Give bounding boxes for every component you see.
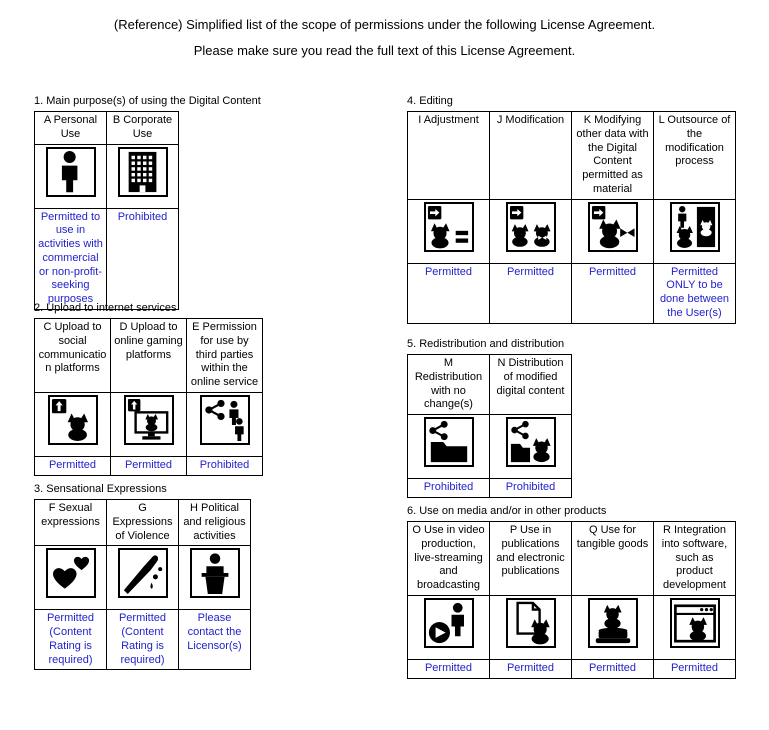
icon-cell <box>490 595 572 659</box>
modify-cat-cat-icon <box>506 202 556 252</box>
building-pictogram-icon <box>118 147 168 197</box>
icon-cell <box>111 392 187 456</box>
column-header: B Corporate Use <box>107 112 179 145</box>
icon-cell <box>408 415 490 479</box>
status-cell: Permitted ONLY to be done between the User(s) <box>654 263 736 323</box>
icon-cell <box>107 144 179 208</box>
column-header: Q Use for tangible goods <box>572 522 654 596</box>
icon-cell <box>35 392 111 456</box>
column-header: G Expressions of Violence <box>107 500 179 546</box>
permission-table <box>34 111 179 310</box>
share-folder-cat-icon <box>506 417 556 467</box>
status-cell: Prohibited <box>490 479 572 498</box>
permission-table <box>407 354 572 498</box>
column-header: K Modifying other data with the Digital Content permitted as material <box>572 112 654 200</box>
section-heading: 3. Sensational Expressions <box>34 483 167 495</box>
permission-table <box>407 111 736 324</box>
icon-cell <box>107 546 179 610</box>
podium-speaker-icon <box>190 548 240 598</box>
status-cell: Permitted <box>572 263 654 323</box>
icon-cell <box>35 144 107 208</box>
icon-cell <box>35 546 107 610</box>
title-line-2: Please make sure you read the full text of this License Agreement. <box>193 43 576 58</box>
status-cell: Permitted (Content Rating is required) <box>107 610 179 670</box>
section-heading: 5. Redistribution and distribution <box>407 338 565 350</box>
section-heading: 2. Upload to internet services <box>34 302 177 314</box>
icon-cell <box>490 415 572 479</box>
column-header: P Use in publications and electronic publications <box>490 522 572 596</box>
publication-cat-icon <box>506 598 556 648</box>
permission-table <box>34 318 263 476</box>
section-editing <box>407 95 736 324</box>
title-line-1: (Reference) Simplified list of the scope of permissions under the following License Agreement. <box>113 17 656 32</box>
share-third-party-icon <box>200 395 250 445</box>
column-header: F Sexual expressions <box>35 500 107 546</box>
outsource-person-cat-icon <box>670 202 720 252</box>
status-cell: Permitted <box>408 263 490 323</box>
status-cell: Permitted (Content Rating is required) <box>35 610 107 670</box>
video-play-person-icon <box>424 598 474 648</box>
status-cell: Permitted <box>572 659 654 678</box>
section-heading: 1. Main purpose(s) of using the Digital Content <box>34 95 261 107</box>
status-cell: Prohibited <box>107 208 179 309</box>
icon-cell <box>187 392 263 456</box>
status-cell: Permitted <box>490 659 572 678</box>
tangible-goods-cat-icon <box>588 598 638 648</box>
person-pictogram-icon <box>46 147 96 197</box>
status-cell: Permitted <box>35 456 111 475</box>
upload-gaming-cat-icon <box>124 395 174 445</box>
permission-table <box>34 499 251 670</box>
document-title <box>0 12 769 64</box>
status-cell: Permitted <box>111 456 187 475</box>
column-header: O Use in video production, live-streaming and broadcasting <box>408 522 490 596</box>
icon-cell <box>179 546 251 610</box>
column-header: R Integration into software, such as product development <box>654 522 736 596</box>
column-header: D Upload to online gaming platforms <box>111 319 187 393</box>
icon-cell <box>572 199 654 263</box>
icon-cell <box>572 595 654 659</box>
status-cell: Prohibited <box>187 456 263 475</box>
column-header: L Outsource of the modification process <box>654 112 736 200</box>
column-header: A Personal Use <box>35 112 107 145</box>
column-header: I Adjustment <box>408 112 490 200</box>
status-cell: Permitted to use in activities with commercial or non-profit-seeking purposes <box>35 208 107 309</box>
software-window-cat-icon <box>670 598 720 648</box>
section-main-purpose <box>34 95 261 310</box>
section-redistribution <box>407 338 572 498</box>
icon-cell <box>654 199 736 263</box>
column-header: C Upload to social communication platforms <box>35 319 111 393</box>
section-heading: 4. Editing <box>407 95 453 107</box>
knife-violence-icon <box>118 548 168 598</box>
section-heading: 6. Use on media and/or in other products <box>407 505 607 517</box>
permission-table <box>407 521 736 679</box>
modify-other-cat-bow-icon <box>588 202 638 252</box>
section-media-products <box>407 505 736 679</box>
share-folder-icon <box>424 417 474 467</box>
section-upload-internet <box>34 302 263 476</box>
adjust-cat-equals-icon <box>424 202 474 252</box>
status-cell: Permitted <box>654 659 736 678</box>
icon-cell <box>408 199 490 263</box>
column-header: E Permission for use by third parties within the online service <box>187 319 263 393</box>
section-sensational <box>34 483 251 670</box>
icon-cell <box>490 199 572 263</box>
status-cell: Permitted <box>490 263 572 323</box>
status-cell: Prohibited <box>408 479 490 498</box>
upload-social-cat-icon <box>48 395 98 445</box>
icon-cell <box>654 595 736 659</box>
icon-cell <box>408 595 490 659</box>
status-cell: Please contact the Licensor(s) <box>179 610 251 670</box>
column-header: J Modification <box>490 112 572 200</box>
status-cell: Permitted <box>408 659 490 678</box>
two-hearts-icon <box>46 548 96 598</box>
column-header: M Redistribution with no change(s) <box>408 355 490 415</box>
column-header: H Political and religious activities <box>179 500 251 546</box>
column-header: N Distribution of modified digital content <box>490 355 572 415</box>
